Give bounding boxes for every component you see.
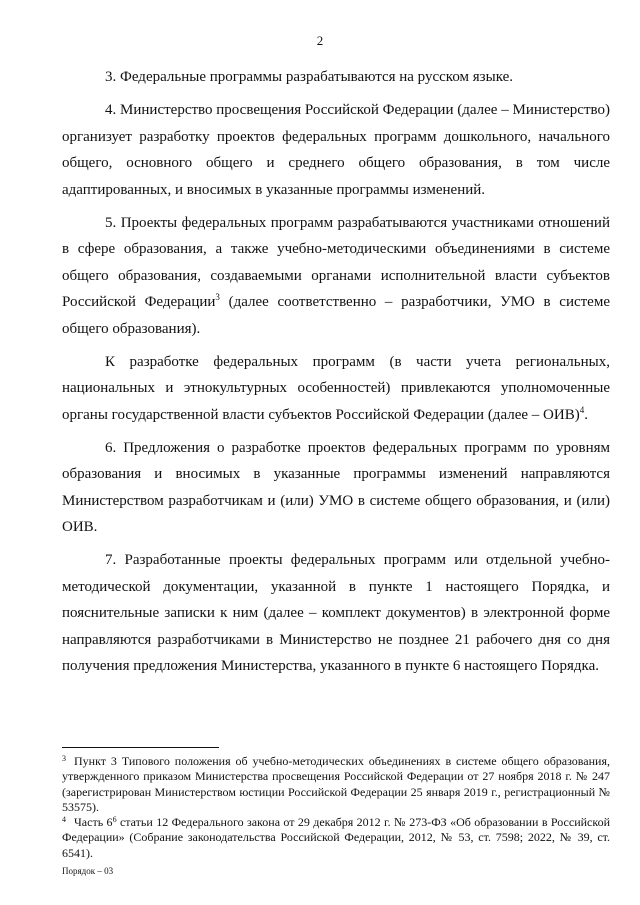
- footnote-3: 3 Пункт 3 Типового положения об учебно-методических объединениях в системе общего образования, утвержденного приказом Министерства просвещения Российской Федерации от 27 ноября 2018 г. № 247 (зарегистрирован Министерством юстиции Российской Федерации 25 января 2019 г., регистрационный № 53575).: [62, 754, 610, 814]
- footnote-separator: [62, 747, 219, 748]
- paragraph-text: 4. Министерство просвещения Российской Федерации (далее – Министерство) организует разработку проектов федеральных программ дошкольного, начального общего, основного общего и среднего общего образования, в том числе адаптированных, и вносимых в указанные программы изменений.: [62, 102, 610, 198]
- paragraph-7: [62, 547, 610, 680]
- paragraph-4: [62, 97, 610, 203]
- paragraph-text: К разработке федеральных программ (в части учета региональных, национальных и этнокультурных особенностей) привлекаются уполномоченные органы государственной власти субъектов Российской Федерации (далее – ОИВ): [62, 353, 610, 423]
- footnote-4: 4 Часть $6^6$ статьи 12 Федерального закона от 29 декабря 2012 г. № 273-ФЗ «Об образовании в Российской Федерации» (Собрание законодательства Российской Федерации, 2012, № 53, ст. 7598; 2022, № 39, ст. 6541).: [62, 815, 611, 860]
- footnote-superscript: 6: [112, 815, 117, 825]
- paragraph-text: .: [584, 406, 588, 423]
- paragraph-text: (далее соответственно – разработчики, УМО в системе общего образования).: [62, 294, 610, 337]
- footnote-text: Пункт 3 Типового положения об учебно-методических объединениях в системе общего образования, утвержденного приказом Министерства просвещения Российской Федерации от 27 ноября 2018 г. № 247 (зарегистрирован Министерством юстиции Российской Федерации 25 января 2019 г., регистрационный № 53575).: [62, 754, 610, 814]
- footnote-text: Часть 6: [74, 815, 113, 830]
- footnote-reference: 3: [215, 292, 220, 302]
- paragraph-6: [62, 435, 610, 541]
- page-number: 2: [316, 33, 324, 48]
- paragraph-5: [62, 210, 610, 343]
- footnote-text: статьи 12 Федерального закона от 29 декабря 2012 г. № 273-ФЗ «Об образовании в Российской Федерации» (Собрание законодательства Российской Федерации, 2012, № 53, ст. 7598; 2022, № 39, ст. 6541).: [62, 815, 611, 860]
- document-footer-label: Порядок – 03: [62, 866, 114, 876]
- paragraph-text: 5. Проекты федеральных программ разрабатываются участниками отношений в сфере образования, а также учебно-методическими объединениями в системе общего образования, создаваемыми органами исполнительной власти субъектов Российской Федерации: [62, 214, 610, 310]
- footnotes-section: [62, 754, 610, 861]
- paragraph-text: 7. Разработанные проекты федеральных программ или отдельной учебно-методической документации, указанной в пункте 1 настоящего Порядка, и пояснительные записки к ним (далее – комплект документов) в электронной форме направляются разработчиками в Министерство не позднее 21 рабочего дня со дня получения предложения Министерства, указанного в пункте 6 настоящего Порядка.: [62, 552, 610, 674]
- paragraph-text: 6. Предложения о разработке проектов федеральных программ по уровням образования и вносимых в указанные программы изменений направляются Министерством разработчикам и (или) УМО в системе общего образования, и (или) ОИВ.: [62, 439, 610, 535]
- document-body: [62, 64, 610, 686]
- paragraph-3: [62, 64, 610, 91]
- footnote-reference: 4: [579, 404, 585, 415]
- paragraph-5-continued: [62, 349, 610, 429]
- paragraph-text: 3. Федеральные программы разрабатываются на русском языке.: [105, 69, 514, 85]
